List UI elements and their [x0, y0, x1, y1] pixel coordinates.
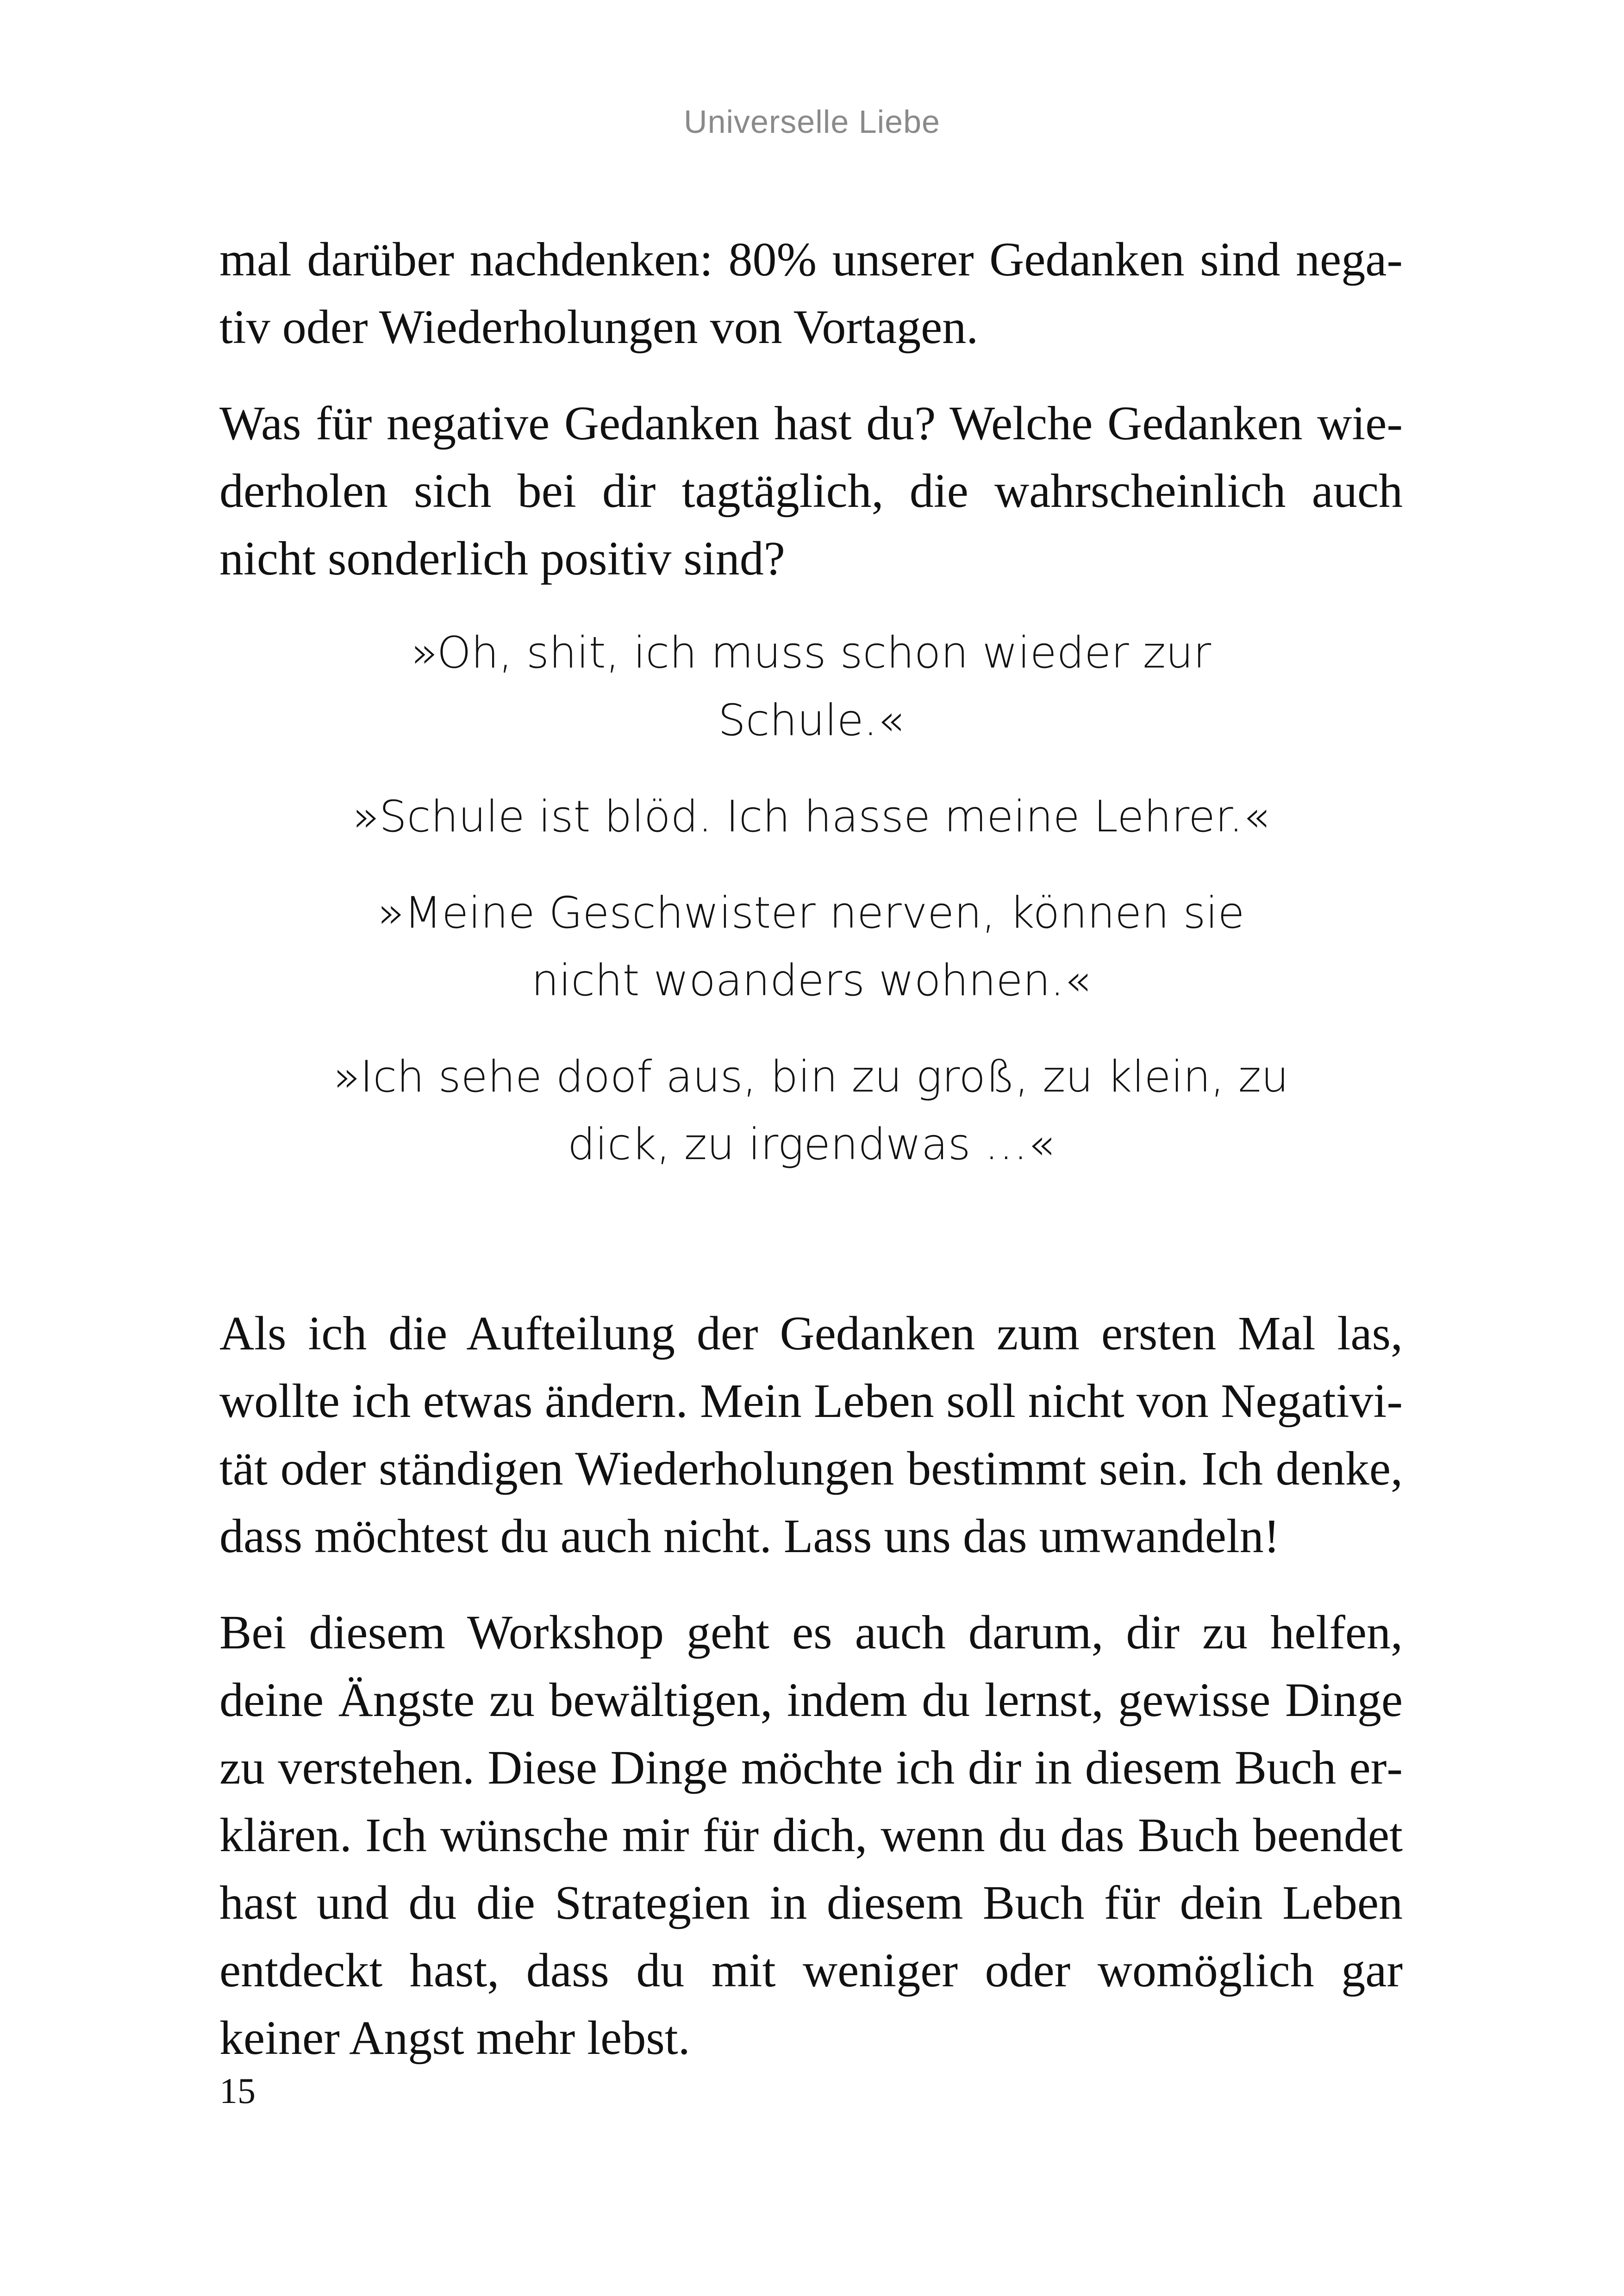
paragraph-change: Als ich die Aufteilung der Gedanken zum ersten Mal las, wollte ich etwas ändern. Mein Leben soll nicht von Negativität oder ständigen Wiederholungen bestimmt sein. Ich denke, dass möchtest du auch nicht. Lass uns das umwandeln! — [219, 1307, 1403, 1563]
quote-line: dick, zu irgendwas …« — [568, 1119, 1055, 1170]
paragraph-intro: mal darüber nachdenken: 80% unserer Gedanken sind negativ oder Wiederholungen von Vortagen. — [219, 233, 1403, 354]
quote-line: »Schule ist blöd. Ich hasse meine Lehrer.« — [352, 792, 1270, 842]
page-number: 15 — [219, 2071, 256, 2111]
quote-line: nicht woanders wohnen.« — [531, 955, 1091, 1006]
quote-line: Schule.« — [718, 695, 904, 746]
quote-line: »Meine Geschwister nerven, können sie — [377, 888, 1245, 938]
paragraph-question: Was für negative Gedanken hast du? Welche Gedanken wiederholen sich bei dir tagtäglich, die wahrscheinlich auch nicht sonderlich positiv sind? — [219, 397, 1403, 585]
quote-line: »Ich sehe doof aus, bin zu groß, zu klein, zu — [333, 1052, 1289, 1102]
quote-line: »Oh, shit, ich muss schon wieder zur — [411, 628, 1212, 678]
paragraph-workshop: Bei diesem Workshop geht es auch darum, dir zu helfen, deine Ängste zu bewältigen, indem du lernst, gewisse Dinge zu verstehen. Diese Dinge möchte ich dir in diesem Buch erklären. Ich wünsche mir für dich, wenn du das Buch beendet hast und du die Strategien in diesem Buch für dein Leben entdeckt hast, dass du mit weniger oder womöglich gar keiner Angst mehr lebst. — [219, 1606, 1403, 2065]
running-header: Universelle Liebe — [684, 104, 940, 140]
